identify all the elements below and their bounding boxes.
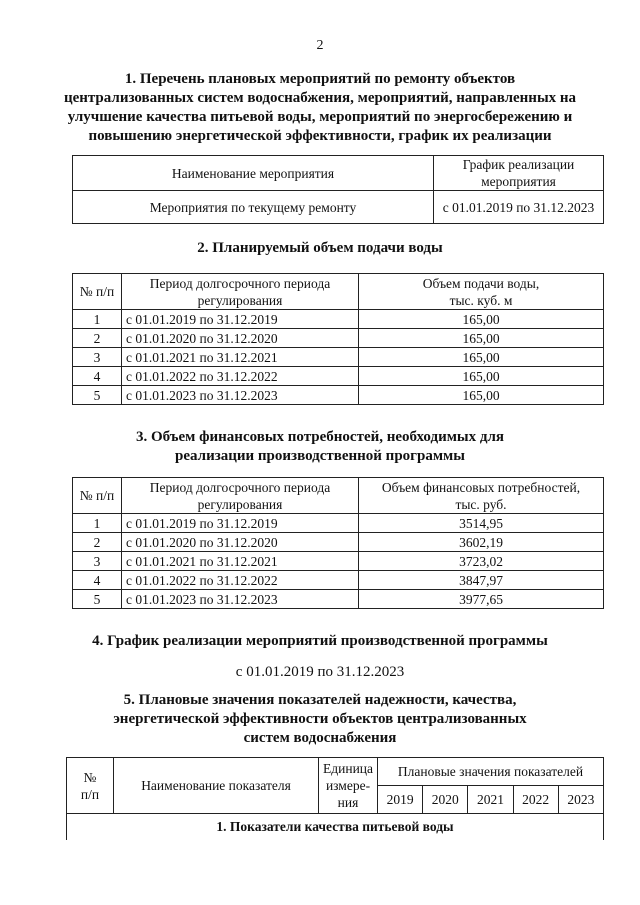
financial-needs-table [72, 477, 604, 609]
water-header-period [122, 274, 359, 310]
table-row [73, 367, 604, 386]
finance-header-num: № п/п [73, 478, 122, 514]
indicators-header-unit-line2: измере- [325, 778, 371, 793]
row-value: 165,00 [359, 310, 604, 329]
water-header-value-line2: тыс. куб. м [449, 292, 513, 308]
water-header-value [359, 274, 604, 310]
indicators-header-name: Наименование показателя [114, 758, 319, 814]
row-period: с 01.01.2023 по 31.12.2023 [122, 386, 359, 405]
row-value: 3602,19 [359, 533, 604, 552]
indicators-header-unit [319, 758, 378, 814]
section1-title [0, 70, 640, 146]
section3-title [0, 428, 640, 466]
finance-header-value [359, 478, 604, 514]
row-period: с 01.01.2022 по 31.12.2022 [122, 367, 359, 386]
section5-title [0, 691, 640, 748]
activities-table [72, 155, 604, 224]
finance-header-value-line2: тыс. руб. [455, 496, 507, 512]
row-value: 165,00 [359, 348, 604, 367]
activities-row-schedule: с 01.01.2019 по 31.12.2023 [434, 191, 604, 224]
row-value: 3847,97 [359, 571, 604, 590]
section3-title-line: 3. Объем финансовых потребностей, необходимых для [135, 429, 505, 445]
row-num: 1 [73, 514, 122, 533]
indicators-table [66, 757, 604, 840]
indicators-year-header: 2020 [423, 786, 468, 814]
indicators-header-unit-line1: Единица [323, 761, 374, 776]
row-num: 2 [73, 329, 122, 348]
indicators-year-header: 2021 [468, 786, 513, 814]
activities-header-name: Наименование мероприятия [73, 156, 434, 191]
activities-row-name: Мероприятия по текущему ремонту [73, 191, 434, 224]
row-num: 4 [73, 571, 122, 590]
row-num: 3 [73, 552, 122, 571]
row-value: 3514,95 [359, 514, 604, 533]
row-period: с 01.01.2020 по 31.12.2020 [122, 533, 359, 552]
section1-title-line: 1. Перечень плановых мероприятий по ремонту объектов [124, 71, 516, 87]
activities-header-schedule-line2: мероприятия [481, 174, 556, 189]
finance-header-period-line1: Период долгосрочного периода [149, 479, 331, 495]
indicators-header-num [67, 758, 114, 814]
section4-title: 4. График реализации мероприятий производственной программы [92, 633, 548, 649]
row-period: с 01.01.2019 по 31.12.2019 [122, 514, 359, 533]
section1-title-line: централизованных систем водоснабжения, мероприятий, направленных на [63, 90, 577, 106]
water-supply-table [72, 273, 604, 405]
row-value: 165,00 [359, 329, 604, 348]
section1-title-line: улучшение качества питьевой воды, мероприятий по энергосбережению и [67, 109, 573, 125]
section4-period: с 01.01.2019 по 31.12.2023 [235, 664, 405, 680]
water-header-period-line2: регулирования [197, 292, 283, 308]
row-period: с 01.01.2022 по 31.12.2022 [122, 571, 359, 590]
water-header-value-line1: Объем подачи воды, [422, 275, 540, 291]
water-header-num: № п/п [73, 274, 122, 310]
row-period: с 01.01.2020 по 31.12.2020 [122, 329, 359, 348]
table-row [73, 571, 604, 590]
indicators-header-num-line2: п/п [80, 786, 100, 802]
row-value: 3977,65 [359, 590, 604, 609]
section2-title: 2. Планируемый объем подачи воды [197, 240, 443, 256]
activities-header-schedule [434, 156, 604, 191]
table-row [73, 590, 604, 609]
section5-title-line: систем водоснабжения [243, 730, 397, 746]
indicators-header-planned: Плановые значения показателей [378, 758, 604, 786]
finance-header-period [122, 478, 359, 514]
activities-header-schedule-line1: График реализации [462, 157, 575, 172]
row-num: 3 [73, 348, 122, 367]
section1-title-line: повышению энергетической эффективности, график их реализации [88, 128, 552, 144]
section5-title-line: 5. Плановые значения показателей надежности, качества, [123, 692, 517, 708]
row-period: с 01.01.2019 по 31.12.2019 [122, 310, 359, 329]
table-row [73, 514, 604, 533]
row-num: 2 [73, 533, 122, 552]
page-number: 2 [316, 38, 324, 53]
row-value: 165,00 [359, 367, 604, 386]
indicators-header-unit-line3: ния [337, 795, 359, 810]
row-num: 1 [73, 310, 122, 329]
finance-header-period-line2: регулирования [197, 496, 283, 512]
indicators-subheader-water-quality: 1. Показатели качества питьевой воды [67, 814, 604, 840]
row-num: 5 [73, 590, 122, 609]
section5-title-line: энергетической эффективности объектов централизованных [113, 711, 527, 727]
row-period: с 01.01.2021 по 31.12.2021 [122, 348, 359, 367]
row-value: 3723,02 [359, 552, 604, 571]
indicators-year-header: 2019 [378, 786, 423, 814]
table-row [73, 386, 604, 405]
row-num: 5 [73, 386, 122, 405]
row-period: с 01.01.2023 по 31.12.2023 [122, 590, 359, 609]
row-num: 4 [73, 367, 122, 386]
indicators-header-num-line1: № [83, 769, 97, 785]
table-row [73, 348, 604, 367]
table-row [73, 310, 604, 329]
table-row [73, 329, 604, 348]
water-header-period-line1: Период долгосрочного периода [149, 275, 331, 291]
finance-header-value-line1: Объем финансовых потребностей, [381, 479, 581, 495]
table-row [73, 533, 604, 552]
row-value: 165,00 [359, 386, 604, 405]
indicators-year-header: 2022 [513, 786, 558, 814]
section3-title-line: реализации производственной программы [175, 448, 465, 464]
table-row [73, 552, 604, 571]
indicators-year-header: 2023 [558, 786, 603, 814]
row-period: с 01.01.2021 по 31.12.2021 [122, 552, 359, 571]
